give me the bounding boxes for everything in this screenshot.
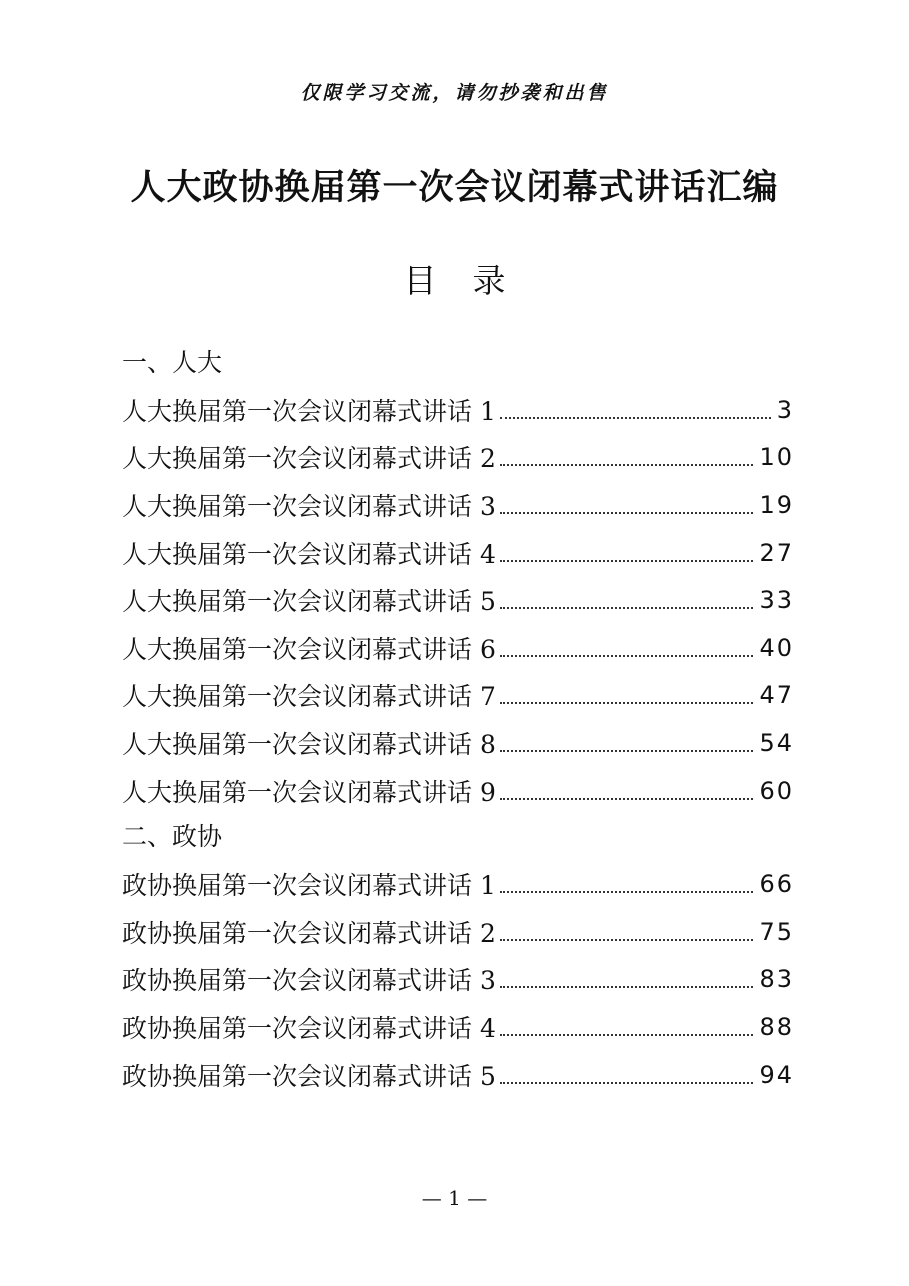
toc-entry-label: 人大换届第一次会议闭幕式讲话 6 [122, 634, 496, 664]
copyright-notice: 仅限学习交流，请勿抄袭和出售 [300, 82, 609, 104]
toc-entry[interactable] [122, 529, 794, 577]
toc-entry-page: 66 [759, 870, 794, 899]
toc-entry-page: 75 [759, 917, 794, 946]
toc-entry-label: 政协换届第一次会议闭幕式讲话 1 [122, 871, 496, 901]
toc-entry-label: 政协换届第一次会议闭幕式讲话 3 [122, 966, 496, 996]
toc-heading [0, 255, 909, 302]
toc-entry[interactable] [122, 908, 794, 956]
table-of-contents [122, 340, 794, 1098]
dot-leader [500, 655, 754, 657]
toc-section-heading-renda: 一、人大 [122, 348, 223, 377]
dot-leader [500, 939, 754, 941]
dot-leader [500, 750, 754, 752]
toc-entry-label: 人大换届第一次会议闭幕式讲话 4 [122, 539, 496, 569]
toc-entry-label: 人大换届第一次会议闭幕式讲话 2 [122, 444, 496, 474]
dot-leader [500, 891, 754, 893]
dot-leader [500, 607, 754, 609]
toc-entry-page: 94 [759, 1060, 794, 1089]
toc-entry-label: 人大换届第一次会议闭幕式讲话 8 [122, 729, 496, 759]
toc-entry[interactable] [122, 434, 794, 482]
dot-leader [500, 798, 754, 800]
dot-leader [500, 560, 754, 562]
dot-leader [500, 1034, 754, 1036]
toc-entry[interactable] [122, 860, 794, 908]
toc-entry-page: 88 [759, 1012, 794, 1041]
toc-entry-label: 政协换届第一次会议闭幕式讲话 5 [122, 1061, 496, 1091]
toc-entry[interactable] [122, 624, 794, 672]
toc-entry[interactable] [122, 719, 794, 767]
toc-entry-label: 人大换届第一次会议闭幕式讲话 7 [122, 682, 496, 712]
toc-entry-page: 54 [759, 728, 794, 757]
toc-entry-page: 3 [776, 395, 794, 424]
toc-entry-label: 人大换届第一次会议闭幕式讲话 3 [122, 491, 496, 521]
toc-entry-label: 人大换届第一次会议闭幕式讲话 1 [122, 396, 496, 426]
toc-entry[interactable] [122, 672, 794, 720]
toc-entry[interactable] [122, 386, 794, 434]
dot-leader [500, 512, 754, 514]
toc-entry-page: 47 [759, 681, 794, 710]
toc-entry-label: 人大换届第一次会议闭幕式讲话 9 [122, 777, 496, 807]
toc-entry-page: 10 [759, 443, 794, 472]
toc-entry-page: 19 [759, 490, 794, 519]
toc-entry[interactable] [122, 1051, 794, 1099]
toc-entry-page: 33 [759, 586, 794, 615]
dot-leader [500, 1082, 754, 1084]
dot-leader [500, 464, 754, 466]
toc-entry-page: 27 [759, 538, 794, 567]
document-title: 人大政协换届第一次会议闭幕式讲话汇编 [130, 167, 779, 208]
toc-entry[interactable] [122, 956, 794, 1004]
toc-entry-label: 人大换届第一次会议闭幕式讲话 5 [122, 587, 496, 617]
toc-section-heading-zhengxie: 二、政协 [122, 822, 223, 852]
toc-entry-label: 政协换届第一次会议闭幕式讲话 4 [122, 1013, 496, 1043]
toc-entry-page: 60 [759, 776, 794, 805]
toc-entry[interactable] [122, 1003, 794, 1051]
toc-entry[interactable] [122, 767, 794, 815]
dot-leader [500, 417, 771, 419]
toc-entry[interactable] [122, 481, 794, 529]
toc-heading-char-2: 录 [472, 261, 506, 300]
toc-entry-page: 40 [759, 633, 794, 662]
toc-entry[interactable] [122, 576, 794, 624]
toc-entry-page: 83 [759, 965, 794, 994]
toc-entry-label: 政协换届第一次会议闭幕式讲话 2 [122, 918, 496, 948]
dot-leader [500, 986, 754, 988]
page-number-footer: — 1 — [421, 1186, 488, 1210]
dot-leader [500, 702, 754, 704]
toc-heading-char-1: 目 [403, 261, 437, 300]
